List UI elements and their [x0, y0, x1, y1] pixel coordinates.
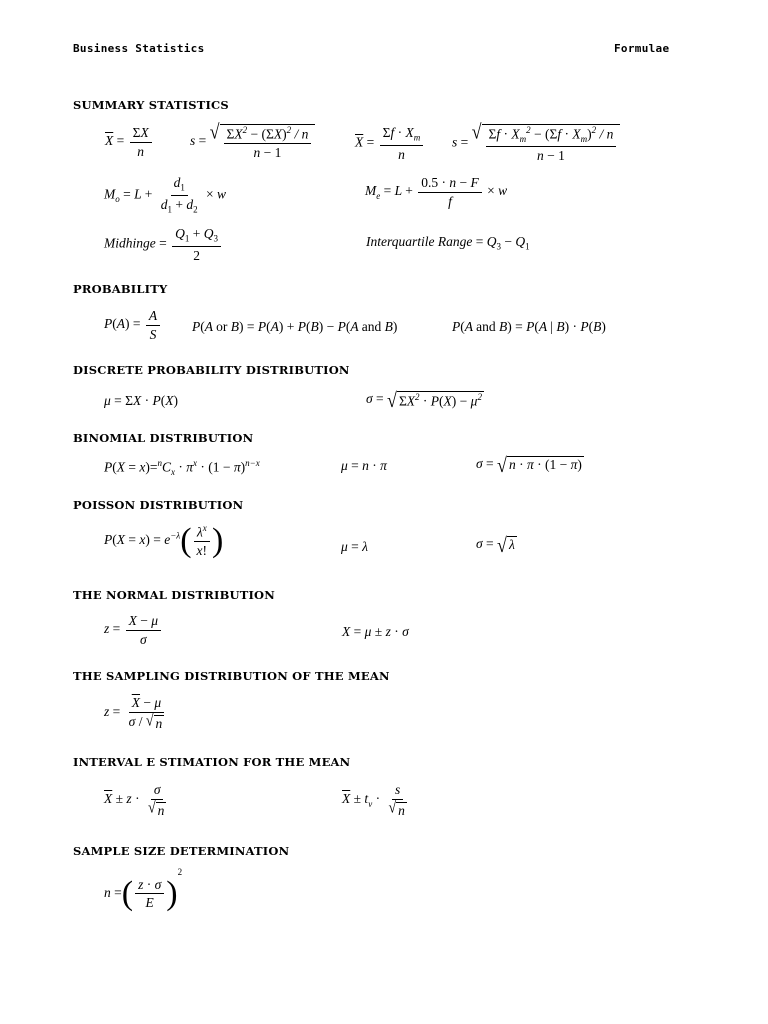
formula-median: $M_e = L$ + $\frac{0.5 \cdot n - F}{f}$ × w: [365, 175, 508, 209]
midhinge-label: Midhinge: [104, 235, 156, 251]
section-discrete-probability: DISCRETE PROBABILITY DISTRIBUTION: [73, 363, 350, 377]
formula-z-score: z = $\frac{X - \mu}{\sigma}$: [104, 614, 163, 646]
header-title: Business Statistics: [73, 42, 205, 55]
formula-x-from-z: X = μ ± z · σ: [342, 624, 409, 639]
formula-discrete-std-dev: σ = √ $\Sigma X^2 \cdot P(X) - \mu^2$: [366, 388, 482, 412]
formula-interquartile-range: Interquartile Range = $Q_3 - Q_1$: [366, 234, 530, 252]
formula-midhinge: Midhinge = $\frac{Q_1 + Q_3}{2}$: [104, 227, 223, 262]
word-and-1: and: [361, 319, 382, 334]
formula-grouped-mean: $\overline{X}$ = $\frac{\Sigma f \cdot X_m}{n}$: [355, 126, 425, 161]
header-formulae: Formulae: [614, 42, 670, 55]
formula-poisson-probability: $P(X = x) = e^{-\lambda}$( $\frac{\lambda^x}{x!}$ ): [104, 522, 224, 559]
formula-multiplication-rule: P(A and B) = P(A | B) · P(B): [452, 319, 606, 334]
formula-interval-z: $\overline{X} \pm z$ · σ √ n: [104, 782, 165, 818]
formula-sample-size: n =( $\frac{z \cdot \sigma}{E}$ )$^2$: [104, 867, 183, 912]
formula-discrete-mean: μ = ΣX · P(X): [104, 393, 179, 408]
formula-probability-classical: P(A) = $\frac{A}{S}$: [104, 309, 162, 341]
section-interval-estimation: INTERVAL E STIMATION FOR THE MEAN: [73, 755, 351, 769]
formula-sample-std-dev: s = √ $\frac{\Sigma X^2 - (\Sigma X)^2 / n}{n - 1}$: [190, 124, 315, 160]
section-binomial: BINOMIAL DISTRIBUTION: [73, 431, 254, 445]
word-and-2: and: [476, 319, 496, 334]
section-poisson: POISSON DISTRIBUTION: [73, 498, 244, 512]
formula-binomial-probability: $P(X = x)=^nC_x \cdot \pi^x \cdot (1 - \pi)^{n-x}$: [104, 458, 260, 478]
formula-poisson-std-dev: σ = √ λ: [476, 533, 515, 557]
formula-poisson-mean: μ = λ: [341, 539, 369, 554]
word-or: or: [216, 319, 228, 334]
section-sampling-distribution: THE SAMPLING DISTRIBUTION OF THE MEAN: [73, 669, 390, 683]
formula-mode: $M_o = L$ + $\frac{d_1}{d_1 + d_2}$ × w: [104, 175, 227, 215]
formula-binomial-std-dev: σ = √ n · π · (1 − π): [476, 453, 582, 477]
section-normal-distribution: THE NORMAL DISTRIBUTION: [73, 588, 275, 602]
formula-addition-rule: P(A or B) = P(A) + P(B) − P(A and B): [192, 319, 398, 334]
formula-interval-t: $\overline{X} \pm t_\nu$ · s √ n: [342, 782, 405, 818]
section-summary-statistics: SUMMARY STATISTICS: [73, 98, 229, 112]
formula-sampling-z: z = $\overline{X} - \mu$ σ / √ n: [104, 695, 163, 731]
interquartile-label: Interquartile Range: [366, 234, 473, 249]
formula-binomial-mean: μ = n · π: [341, 458, 387, 473]
formula-sample-mean: $\overline{X}$ = $\frac{\Sigma X}{n}$: [105, 126, 154, 158]
section-sample-size: SAMPLE SIZE DETERMINATION: [73, 844, 290, 858]
section-probability: PROBABILITY: [73, 282, 168, 296]
formula-grouped-std-dev: s = √ $\frac{\Sigma f \cdot X_m^2 - (\Sigma f \cdot X_m)^2 / n}{n - 1}$: [452, 124, 620, 163]
